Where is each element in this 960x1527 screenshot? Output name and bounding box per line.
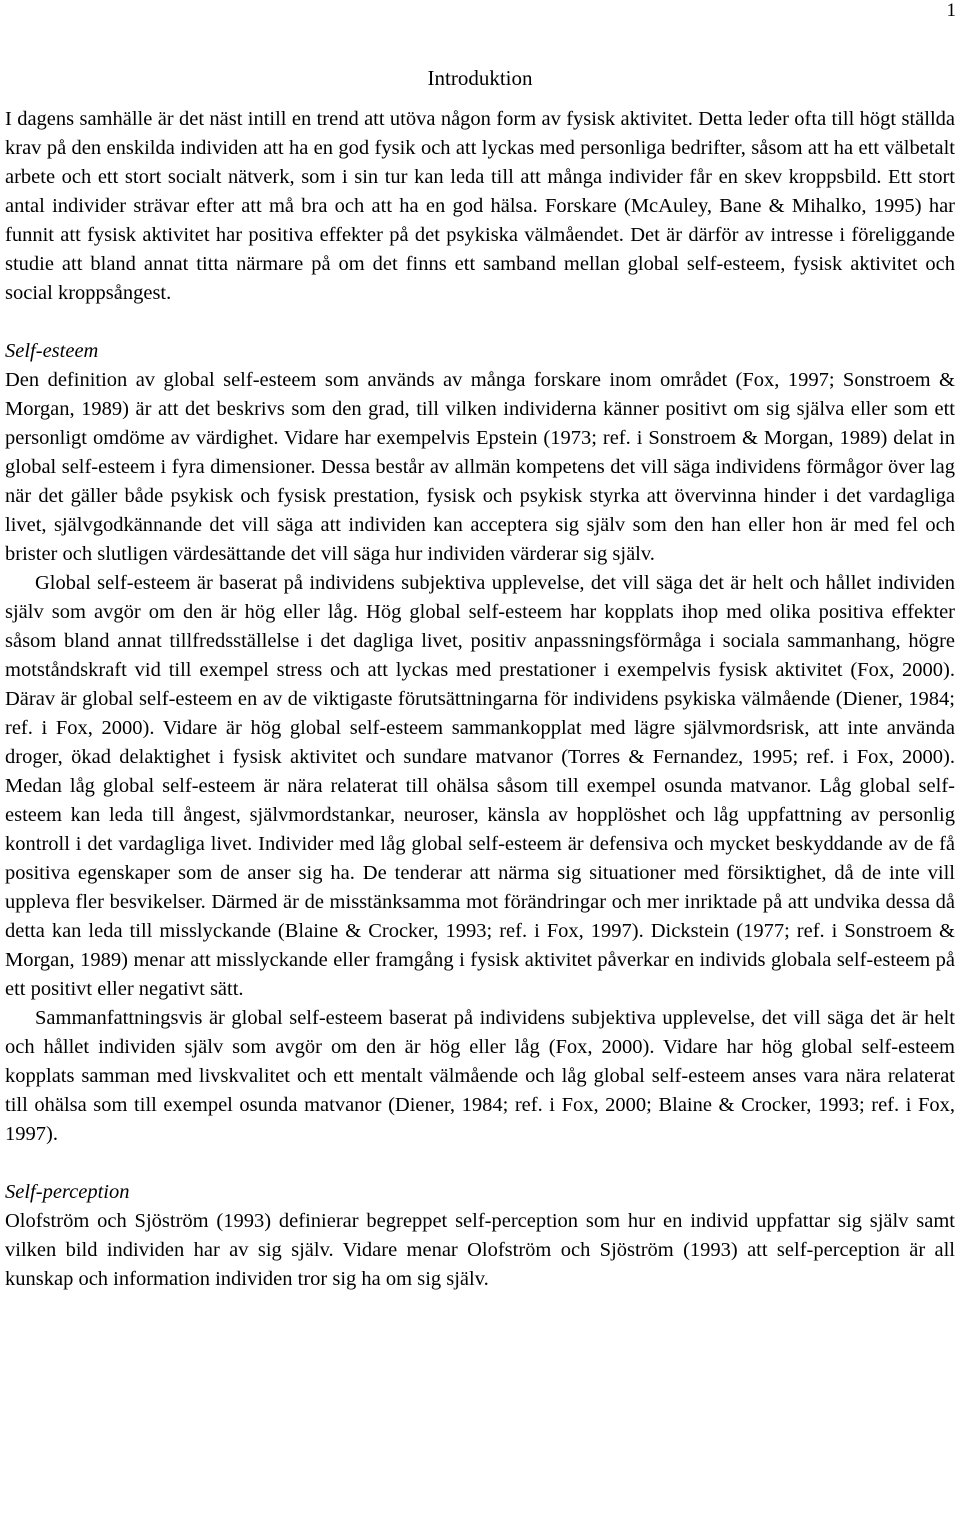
self-esteem-paragraph-3: Sammanfattningsvis är global self-esteem baserat på individens subjektiva upplevelse, det vill säga det är helt och hållet individen själv som avgör om den är hög eller låg (Fox, 2000). Vidare har hög global self-esteem kopplats samman med livskvalitet och ett mentalt välmående och låg global self-esteem anses vara nära relaterat till ohälsa som till exempel osunda matvanor (Diener, 1984; ref. i Fox, 2000; Blaine & Crocker, 1993; ref. i Fox, 1997). bbox=[5, 1007, 955, 1145]
section-heading-self-esteem: Self-esteem bbox=[5, 340, 99, 362]
self-perception-paragraph: Olofström och Sjöström (1993) definierar begreppet self-perception som hur en individ uppfattar sig själv samt vilken bild individen har av sig själv. Vidare menar Olofström och Sjöström (1993) att self-perception är all kunskap och information individen tror sig ha om sig själv. bbox=[5, 1210, 955, 1290]
page-number: 1 bbox=[946, 0, 956, 21]
page-title: Introduktion bbox=[427, 66, 533, 90]
section-self-esteem bbox=[5, 337, 955, 1149]
self-esteem-paragraph-2: Global self-esteem är baserat på individens subjektiva upplevelse, det vill säga det är helt och hållet individen själv som avgör om den är hög eller låg. Hög global self-esteem har kopplats ihop med olika positiva effekter såsom bland annat tillfredsställelse i det dagliga livet, positiv anpassningsförmåga i sociala sammanhang, högre motståndskraft vid till exempel stress och att lyckas med prestationer i exempelvis fysisk aktivitet (Fox, 2000). Därav är global self-esteem en av de viktigaste förutsättningarna för individens psykiska välmående (Diener, 1984; ref. i Fox, 2000). Vidare är hög global self-esteem sammankopplat med lägre självmordsrisk, att inte använda droger, ökad delaktighet i fysisk aktivitet och sundare matvanor (Torres & Fernandez, 1995; ref. i Fox, 2000). Medan låg global self-esteem är nära relaterat till ohälsa såsom till exempel osunda matvanor. Låg global self-esteem kan leda till ångest, självmordstankar, neuroser, känsla av hopplöshet och låg uppfattning av personlig kontroll i det vardagliga livet. Individer med låg global self-esteem är defensiva och mycket beskyddande av de få positiva egenskaper som de anser sig ha. De tenderar att närma sig situationer med försiktighet, då de inte vill uppleva fler besvikelser. Därmed är de misstänksamma mot förändringar och mer inriktade på att undvika dessa då detta kan leda till misslyckande (Blaine & Crocker, 1993; ref. i Fox, 1997). Dickstein (1977; ref. i Sonstroem & Morgan, 1989) menar att misslyckande eller framgång i fysisk aktivitet påverkar en individs globala self-esteem på ett positivt eller negativt sätt. bbox=[5, 572, 955, 1000]
document-body bbox=[5, 64, 955, 1294]
section-heading-self-perception: Self-perception bbox=[5, 1181, 130, 1203]
section-self-perception bbox=[5, 1178, 955, 1294]
section-spacer bbox=[5, 1149, 955, 1178]
section-spacer bbox=[5, 308, 955, 337]
self-esteem-paragraph-1: Den definition av global self-esteem som används av många forskare inom området (Fox, 1997; Sonstroem & Morgan, 1989) är att det beskrivs som den grad, till vilken individerna känner positivt om sig själva eller som ett personligt omdöme av värdighet. Vidare har exempelvis Epstein (1973; ref. i Sonstroem & Morgan, 1989) delat in global self-esteem i fyra dimensioner. Dessa består av allmän kompetens det vill säga individens förmågor över lag när det gäller både psykisk och fysisk prestation, fysisk och psykisk styrka att övervinna hinder i det vardagliga livet, självgodkännande det vill säga att individen kan acceptera sig själv som den han eller hon är med fel och brister och slutligen värdesättande det vill säga hur individen värderar sig själv. bbox=[5, 369, 955, 565]
intro-paragraph: I dagens samhälle är det näst intill en trend att utöva någon form av fysisk aktivitet. Detta leder ofta till högt ställda krav på den enskilda individen att ha en god fysik och att lyckas med personliga bedrifter, såsom att ha ett välbetalt arbete och ett stort socialt nätverk, som i sin tur kan leda till att många individer får en skev kroppsbild. Ett stort antal individer strävar efter att må bra och att ha en god hälsa. Forskare (McAuley, Bane & Mihalko, 1995) har funnit att fysisk aktivitet har positiva effekter på det psykiska välmåendet. Det är därför av intresse i föreliggande studie att bland annat titta närmare på om det finns ett samband mellan global self-esteem, fysisk aktivitet och social kroppsångest. bbox=[5, 108, 955, 304]
